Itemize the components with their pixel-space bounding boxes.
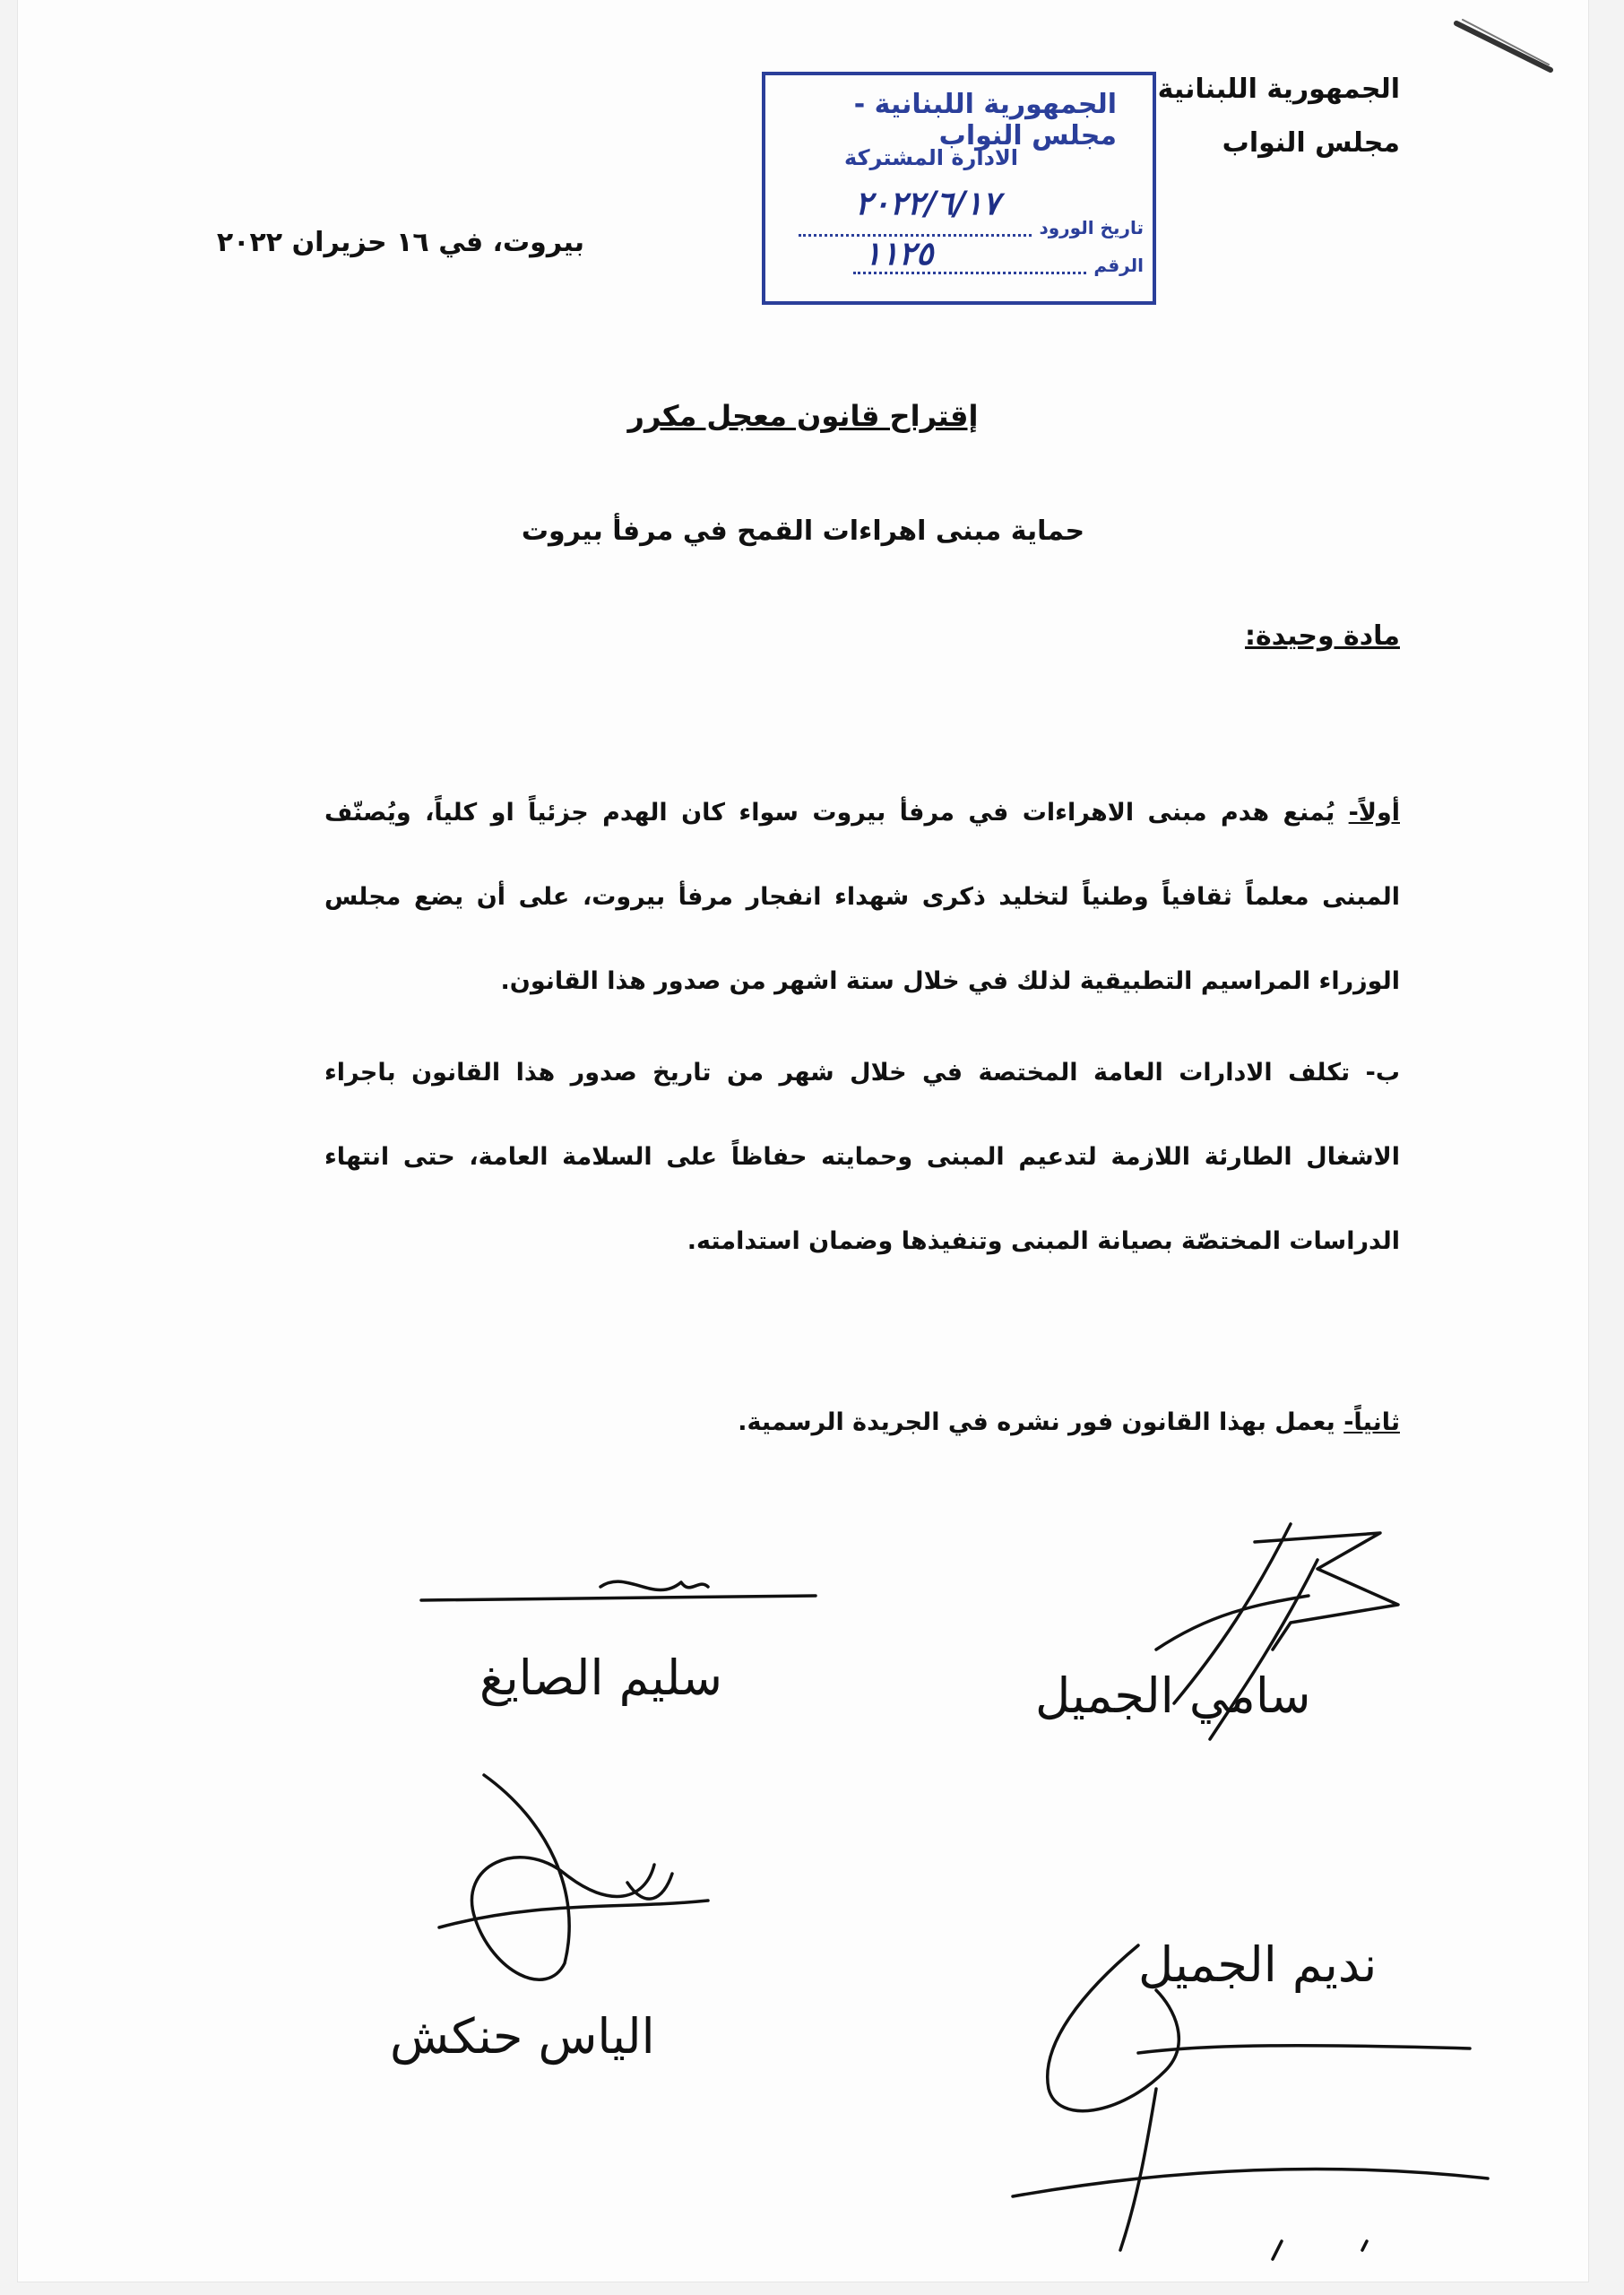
paragraph-second-text: يعمل بهذا القانون فور نشره في الجريدة الرسمية.: [738, 1408, 1344, 1436]
stamp-line1: الجمهورية اللبنانية - مجلس النواب: [853, 89, 1117, 152]
paragraph-second: [324, 1381, 1400, 1465]
document-subtitle: حماية مبنى اهراءات القمح في مرفأ بيروت: [521, 515, 1085, 547]
paragraph-second-lead: ثانياً-: [1343, 1408, 1400, 1436]
article-heading: مادة وحيدة:: [1245, 620, 1400, 652]
reception-stamp: [762, 72, 1156, 305]
signature-4-scribble: [421, 1766, 726, 1999]
signature-2-stroke: [403, 1542, 834, 1632]
stamp-handwritten-date: ٢٠٢٢/٦/١٧: [855, 185, 1000, 222]
signature-3-name: نديم الجميل: [1138, 1936, 1378, 1993]
date-line: بيروت، في ١٦ حزيران ٢٠٢٢: [216, 227, 584, 258]
paragraph-first: [324, 771, 1400, 1024]
stamp-line2: الادارة المشتركة: [844, 145, 1018, 170]
document-page: [18, 0, 1588, 2282]
signature-4-name: الياس حنكش: [390, 2008, 655, 2065]
signature-1-name: سامي الجميل: [1035, 1667, 1311, 1724]
signature-1-scribble: [1022, 1506, 1425, 1775]
stamp-number-label: الرقم: [1093, 255, 1144, 276]
stamp-date-label: تاريخ الورود: [1039, 217, 1144, 238]
republic-name: الجمهورية اللبنانية: [1157, 74, 1400, 105]
paragraph-first-lead: أولاً-: [1348, 799, 1400, 827]
title-text: إقتراح قانون معجل مكرر: [627, 399, 979, 433]
parliament-name: مجلس النواب: [1222, 127, 1400, 159]
document-title: [18, 399, 1588, 433]
paragraph-b: ب- تكلف الادارات العامة المختصة في خلال شهر من تاريخ صدور هذا القانون باجراء الاشغال الطارئة اللازمة لتدعيم المبنى وحمايته حفاظاً على السلامة العامة، حتى انتهاء الدراسات المختصّة بصيانة المبنى وتنفيذها وضمان استدامته.: [324, 1059, 1400, 1255]
signature-2-name: سليم الصايغ: [479, 1650, 723, 1706]
pen-mark-icon: [1452, 16, 1559, 79]
stamp-handwritten-number: ١١٢٥: [864, 235, 934, 273]
letterhead: [1158, 63, 1400, 170]
paragraph-first-text: يُمنع هدم مبنى الاهراءات في مرفأ بيروت سواء كان الهدم جزئياً او كلياً، ويُصنّف المبنى معلماً ثقافياً وطنياً لتخليد ذكرى شهداء انفجار مرفأ بيروت، على أن يضع مجلس الوزراء المراسيم التطبيقية لذلك في خلال ستة اشهر من صدور هذا القانون.: [324, 799, 1400, 995]
